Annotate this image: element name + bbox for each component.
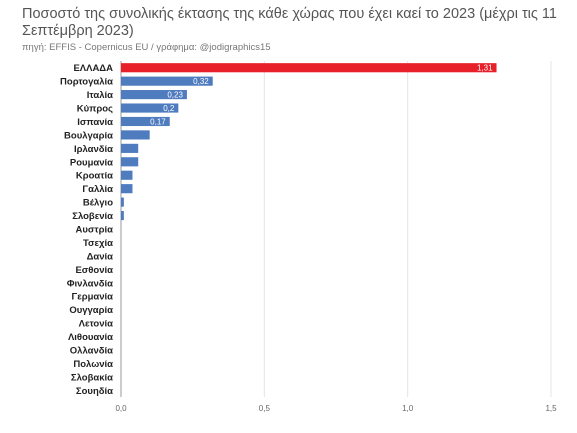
x-tick-label-2: 1,0: [402, 404, 414, 413]
category-label: Ουγγαρία: [69, 305, 113, 317]
category-label: Γερμανία: [71, 291, 113, 303]
bar: [121, 157, 138, 166]
category-label: Βέλγιο: [82, 197, 113, 209]
chart-subtitle: πηγή: EFFIS - Copernicus EU / γράφημα: @jodigraphics15: [22, 42, 271, 53]
data-label: 0,17: [150, 117, 166, 127]
category-label: Σουηδία: [75, 385, 113, 397]
chart-title: Ποσοστό της συνολικής έκτασης της κάθε χώρας που έχει καεί το 2023 (μέχρι τις 11 Σεπτέμβρη 2023): [22, 6, 557, 39]
data-label: 0,23: [167, 90, 183, 100]
bar: [121, 130, 150, 139]
category-label: Ισπανία: [77, 116, 113, 128]
category-label: ΕΛΛΑΔΑ: [73, 63, 113, 75]
category-label: Ιταλία: [86, 90, 113, 102]
category-label: Εσθονία: [75, 264, 113, 276]
x-tick-label-0: 0,0: [115, 404, 127, 413]
x-tick-label-3: 1,5: [545, 404, 557, 413]
category-label: Γαλλία: [82, 184, 113, 196]
category-label: Ιρλανδία: [73, 143, 113, 155]
category-label: Ολλανδία: [69, 345, 113, 357]
bar: [121, 211, 124, 220]
category-label: Αυστρία: [75, 224, 113, 236]
category-label: Βουλγαρία: [64, 130, 113, 142]
category-label: Κροατία: [75, 170, 113, 182]
category-label: Πολωνία: [73, 358, 113, 370]
category-label: Ρουμανία: [69, 157, 113, 169]
bar: [121, 171, 132, 180]
data-label: 1,31: [476, 63, 493, 73]
category-label: Λετονία: [78, 318, 113, 330]
category-label: Κύπρος: [76, 103, 113, 115]
x-tick-label-1: 0,5: [258, 404, 270, 413]
category-label: Λιθουανία: [67, 332, 113, 344]
bar: [121, 198, 124, 207]
data-label: 0,32: [193, 77, 209, 87]
bar: [121, 63, 497, 72]
category-label: Φινλανδία: [66, 278, 113, 290]
category-label: Πορτογαλία: [60, 76, 113, 88]
bar: [121, 184, 132, 193]
category-label: Σλοβακία: [70, 372, 113, 384]
category-label: Σλοβενία: [72, 211, 113, 223]
bar: [121, 144, 138, 153]
category-label: Τσεχία: [82, 237, 113, 249]
category-label: Δανία: [86, 251, 113, 263]
data-label: 0,2: [163, 104, 175, 114]
